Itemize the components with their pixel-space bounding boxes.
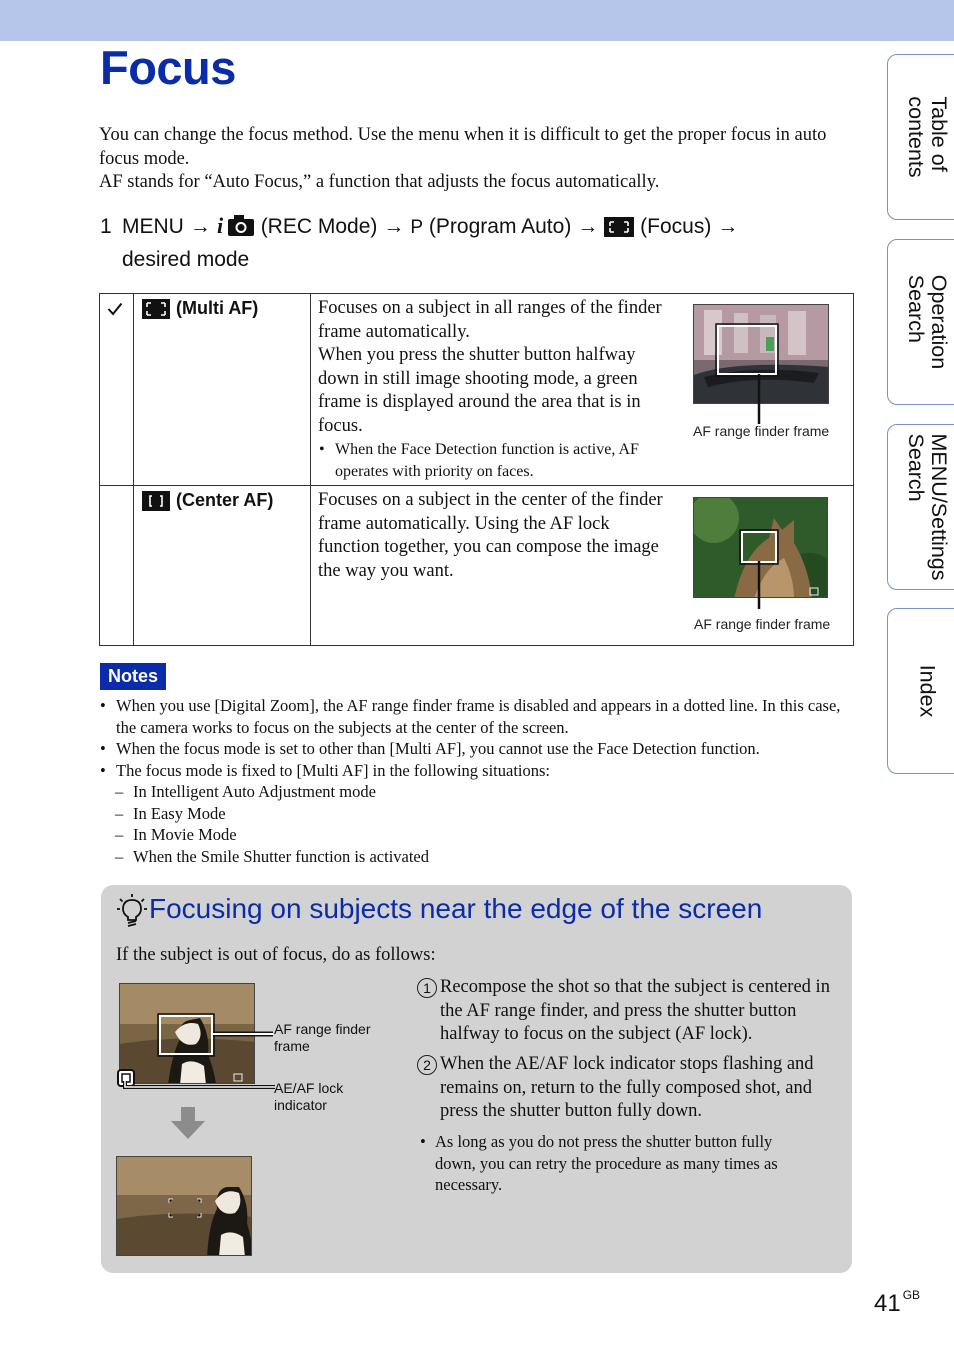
- image-caption: AF range finder frame: [693, 423, 830, 439]
- tip-box: [101, 885, 852, 1273]
- program-auto-label: (Program Auto): [428, 215, 572, 238]
- camera-icon: [217, 213, 255, 245]
- tip-step-2: [417, 1053, 835, 1124]
- menu-label: MENU: [122, 215, 184, 238]
- mode-name: [142, 490, 273, 511]
- table-row: [100, 486, 853, 645]
- arrow-down-icon: [171, 1107, 205, 1139]
- mode-description: [318, 489, 673, 583]
- arrow-icon: →: [189, 215, 211, 238]
- description-text: Focuses on a subject in the center of the finder frame automatically. Using the AF lock function together, you can compose the image the way you want.: [318, 490, 663, 581]
- description-bullet: • When the Face Detection function is active, AF operates with priority on faces.: [318, 439, 673, 483]
- table-row: [100, 294, 853, 486]
- focus-icon: [604, 216, 634, 245]
- arrow-icon: →: [717, 215, 739, 238]
- tip-caption-af-frame: AF range finder frame: [274, 1021, 371, 1054]
- multi-af-icon: [142, 299, 170, 319]
- focus-mode-table: [99, 293, 854, 646]
- callout-line: [213, 1031, 273, 1037]
- image-caption: AF range finder frame: [694, 616, 831, 632]
- tab-label: Index: [915, 664, 940, 718]
- callout-line: [123, 1081, 275, 1091]
- procedure-step: [100, 212, 830, 274]
- note-subitem: – In Easy Mode: [99, 803, 854, 825]
- mode-name-text: (Center AF): [176, 490, 274, 510]
- tab-label: MENU/Settings Search: [904, 433, 951, 581]
- note-item: • When you use [Digital Zoom], the AF range finder frame is disabled and appears in a dotted line. In this case, the camera works to focus on the subjects at the center of the screen.: [99, 695, 854, 738]
- desired-mode-label: desired mode: [122, 248, 250, 271]
- selection-cell: [100, 486, 134, 645]
- callout-line: [757, 374, 761, 424]
- step-number-circle: 1: [417, 978, 437, 998]
- intro-paragraph: AF stands for “Auto Focus,” a function that adjusts the focus automatically.: [99, 172, 660, 192]
- arrow-icon: →: [577, 215, 599, 238]
- composed-shot-example-image: [116, 1156, 252, 1256]
- step-number-circle: 2: [417, 1055, 437, 1075]
- center-af-icon: [142, 491, 170, 511]
- callout-line: [757, 561, 761, 609]
- svg-text:i: i: [216, 213, 223, 237]
- description-cell: [311, 294, 853, 485]
- mode-name-text: (Multi AF): [176, 298, 259, 318]
- tip-step-text: Recompose the shot so that the subject is centered in the AF range finder, and press the shutter button halfway to focus on the subject (AF lock).: [440, 977, 830, 1044]
- note-item: • When the focus mode is set to other than [Multi AF], you cannot use the Face Detection function.: [99, 738, 854, 760]
- notes-label: Notes: [100, 663, 166, 690]
- note-subitem: – When the Smile Shutter function is activated: [99, 846, 854, 868]
- page-number: [874, 1288, 920, 1318]
- arrow-icon: →: [383, 215, 405, 238]
- tip-lead: If the subject is out of focus, do as follows:: [116, 945, 436, 965]
- page-number-value: 41: [874, 1290, 901, 1317]
- tab-label: Table of contents: [904, 96, 951, 178]
- tip-caption-ae-af-lock: AE/AF lock indicator: [274, 1080, 344, 1113]
- note-subitem: – In Movie Mode: [99, 824, 854, 846]
- lightbulb-icon: [116, 892, 148, 928]
- page-number-suffix: GB: [902, 1288, 921, 1302]
- check-icon: [107, 302, 123, 316]
- tab-index[interactable]: [887, 608, 954, 774]
- mode-cell: [134, 486, 311, 645]
- tip-step-text: When the AE/AF lock indicator stops flashing and remains on, return to the fully composed shot, and press the shutter button fully down.: [440, 1054, 814, 1121]
- multi-af-example-image: [693, 304, 829, 404]
- intro-paragraph: You can change the focus method. Use the menu when it is difficult to get the proper focus in auto focus mode.: [99, 125, 827, 169]
- mode-cell: [134, 294, 311, 485]
- tip-step-1: [417, 976, 835, 1047]
- step-number: 1: [100, 215, 112, 238]
- description-cell: [311, 486, 853, 645]
- note-subitem: – In Intelligent Auto Adjustment mode: [99, 781, 854, 803]
- header-band: [0, 0, 954, 41]
- description-text: Focuses on a subject in all ranges of the finder frame automatically. When you press the shutter button halfway down in still image shooting mode, a green frame is displayed around the area that is in focus.: [318, 298, 662, 436]
- notes-list: [99, 695, 854, 867]
- tab-operation-search[interactable]: [887, 239, 954, 405]
- note-item: • The focus mode is fixed to [Multi AF] in the following situations:: [99, 760, 854, 782]
- rec-mode-label: (REC Mode): [260, 215, 378, 238]
- tip-bullet: • As long as you do not press the shutter button fully down, you can retry the procedure as many times as necessary.: [417, 1131, 817, 1196]
- tab-table-of-contents[interactable]: [887, 54, 954, 220]
- selection-cell: [100, 294, 134, 485]
- program-mode-icon: P: [410, 217, 424, 238]
- mode-description: [318, 297, 673, 483]
- intro-text: [99, 124, 844, 195]
- mode-name: [142, 298, 258, 319]
- tab-menu-settings-search[interactable]: [887, 424, 954, 590]
- focus-label: (Focus): [640, 215, 712, 238]
- tip-title: Focusing on subjects near the edge of the screen: [149, 893, 763, 924]
- tab-label: Operation Search: [904, 274, 951, 370]
- page-title: Focus: [100, 41, 236, 94]
